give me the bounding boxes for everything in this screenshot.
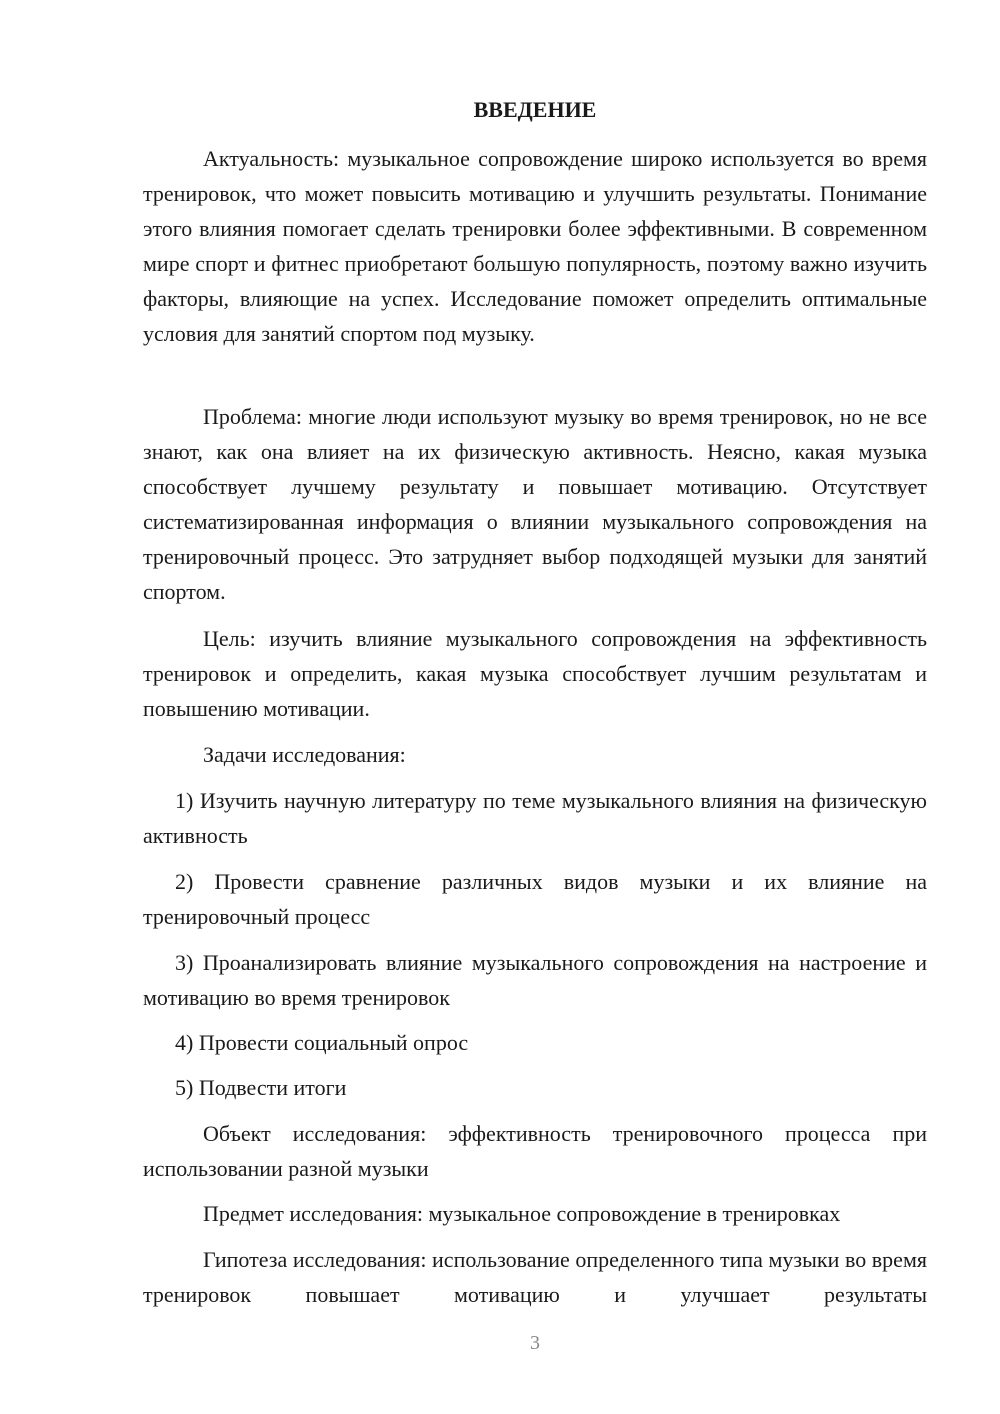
task-item-4: 4) Провести социальный опрос (175, 1030, 469, 1055)
subject-paragraph: Предмет исследования: музыкальное сопровождение в тренировках (203, 1201, 841, 1226)
hypothesis-paragraph: Гипотеза исследования: использование определенного типа музыки во время тренировок повышает мотивацию и улучшает результаты (143, 1247, 927, 1307)
task-item-5: 5) Подвести итоги (175, 1075, 347, 1100)
task-item-3: 3) Проанализировать влияние музыкального сопровождения на настроение и мотивацию во время тренировок (143, 950, 927, 1010)
tasks-title: Задачи исследования: (203, 742, 406, 767)
problem-paragraph: Проблема: многие люди используют музыку во время тренировок, но не все знают, как она влияет на их физическую активность. Неясно, какая музыка способствует лучшему результату и повышает мотивацию. Отсутствует систематизированная информация о влиянии музыкального сопровождения на тренировочный процесс. Это затрудняет выбор подходящей музыки для занятий спортом. (143, 404, 927, 604)
page-number: 3 (530, 1332, 540, 1354)
object-paragraph: Объект исследования: эффективность тренировочного процесса при использовании разной музыки (143, 1121, 927, 1181)
task-item-2: 2) Провести сравнение различных видов музыки и их влияние на тренировочный процесс (143, 869, 927, 929)
task-item-1: 1) Изучить научную литературу по теме музыкального влияния на физическую активность (143, 788, 927, 848)
goal-paragraph: Цель: изучить влияние музыкального сопровождения на эффективность тренировок и определить, какая музыка способствует лучшим результатам и повышению мотивации. (143, 626, 927, 721)
relevance-paragraph: Актуальность: музыкальное сопровождение широко используется во время тренировок, что может повысить мотивацию и улучшить результаты. Понимание этого влияния помогает сделать тренировки более эффективными. В современном мире спорт и фитнес приобретают большую популярность, поэтому важно изучить факторы, влияющие на успех. Исследование поможет определить оптимальные условия для занятий спортом под музыку. (143, 146, 927, 346)
section-heading: ВВЕДЕНИЕ (473, 97, 597, 122)
